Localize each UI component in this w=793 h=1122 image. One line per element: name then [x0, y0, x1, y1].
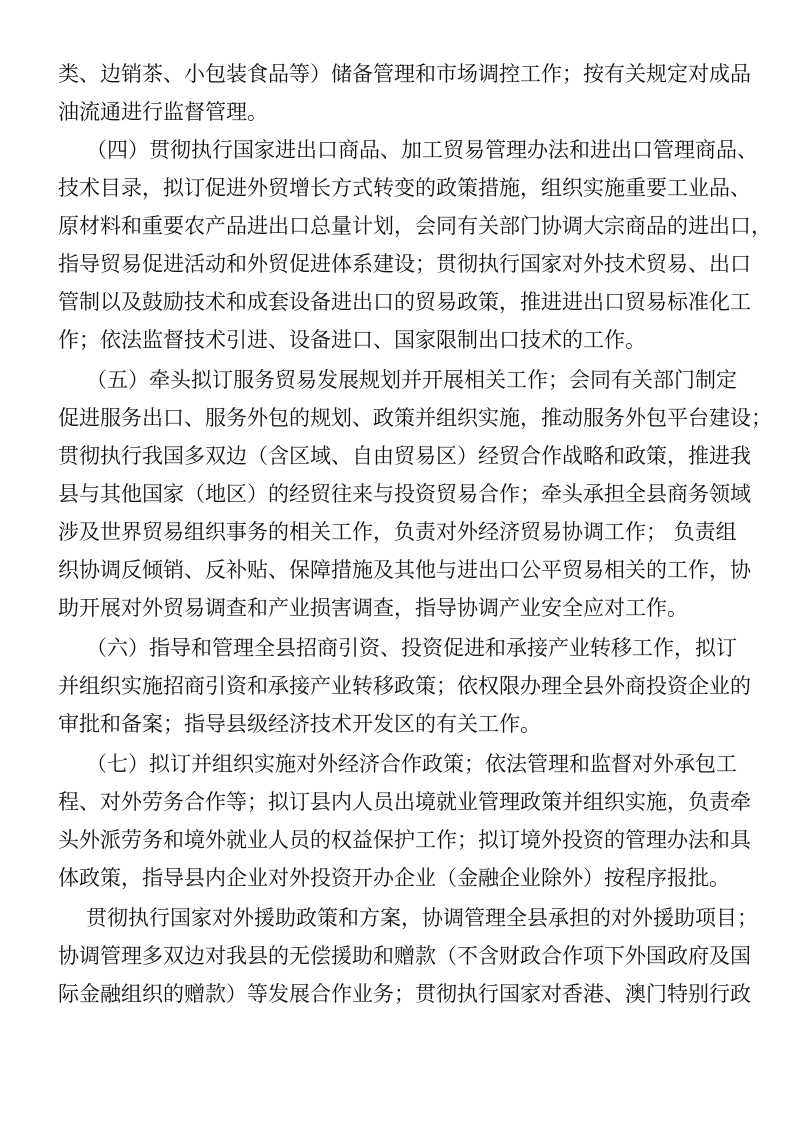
text-line: 际金融组织的赠款）等发展合作业务；贯彻执行国家对香港、澳门特别行政 — [58, 982, 751, 1006]
text-line: 头外派劳务和境外就业人员的权益保护工作；拟订境外投资的管理办法和具 — [58, 828, 751, 852]
text-line: 并组织实施招商引资和承接产业转移政策；依权限办理全县外商投资企业的 — [58, 674, 751, 698]
text-line: 协调管理多双边对我县的无偿援助和赠款（不含财政合作项下外国政府及国 — [58, 944, 751, 968]
text-line: 县与其他国家（地区）的经贸往来与投资贸易合作；牵头承担全县商务领域 — [58, 482, 751, 506]
text-line: 贯彻执行我国多双边（含区域、自由贸易区）经贸合作战略和政策，推进我 — [58, 444, 751, 468]
text-line: 涉及世界贸易组织事务的相关工作，负责对外经济贸易协调工作； 负责组 — [58, 520, 737, 544]
text-line: 管制以及鼓励技术和成套设备进出口的贸易政策，推进进出口贸易标准化工 — [58, 290, 751, 314]
text-line: 作；依法监督技术引进、设备进口、国家限制出口技术的工作。 — [58, 328, 646, 352]
text-line: 助开展对外贸易调查和产业损害调查，指导协调产业安全应对工作。 — [58, 596, 688, 620]
text-line: 指导贸易促进活动和外贸促进体系建设；贯彻执行国家对外技术贸易、出口 — [58, 252, 751, 276]
paragraph-first-line: 贯彻执行国家对外援助政策和方案，协调管理全县承担的对外援助项目； — [86, 906, 758, 930]
text-line: 体政策，指导县内企业对外投资开办企业（金融企业除外）按程序报批。 — [58, 866, 730, 890]
section-6-heading-line: （六）指导和管理全县招商引资、投资促进和承接产业转移工作，拟订 — [86, 636, 737, 660]
section-5-heading-line: （五）牵头拟订服务贸易发展规划并开展相关工作；会同有关部门制定 — [86, 368, 737, 392]
text-line: 促进服务出口、服务外包的规划、政策并组织实施，推动服务外包平台建设； — [58, 406, 772, 430]
text-line: 技术目录，拟订促进外贸增长方式转变的政策措施，组织实施重要工业品、 — [58, 176, 751, 200]
section-4-heading-line: （四）贯彻执行国家进出口商品、加工贸易管理办法和进出口管理商品、 — [86, 138, 758, 162]
text-line: 原材料和重要农产品进出口总量计划，会同有关部门协调大宗商品的进出口， — [58, 214, 772, 238]
text-line: 类、边销茶、小包装食品等）储备管理和市场调控工作；按有关规定对成品 — [58, 62, 751, 86]
text-line: 油流通进行监督管理。 — [58, 100, 268, 124]
text-line: 程、对外劳务合作等；拟订县内人员出境就业管理政策并组织实施，负责牵 — [58, 790, 751, 814]
text-line: 织协调反倾销、反补贴、保障措施及其他与进出口公平贸易相关的工作，协 — [58, 558, 751, 582]
text-line: 审批和备案；指导县级经济技术开发区的有关工作。 — [58, 712, 541, 736]
section-7-heading-line: （七）拟订并组织实施对外经济合作政策；依法管理和监督对外承包工 — [86, 752, 737, 776]
